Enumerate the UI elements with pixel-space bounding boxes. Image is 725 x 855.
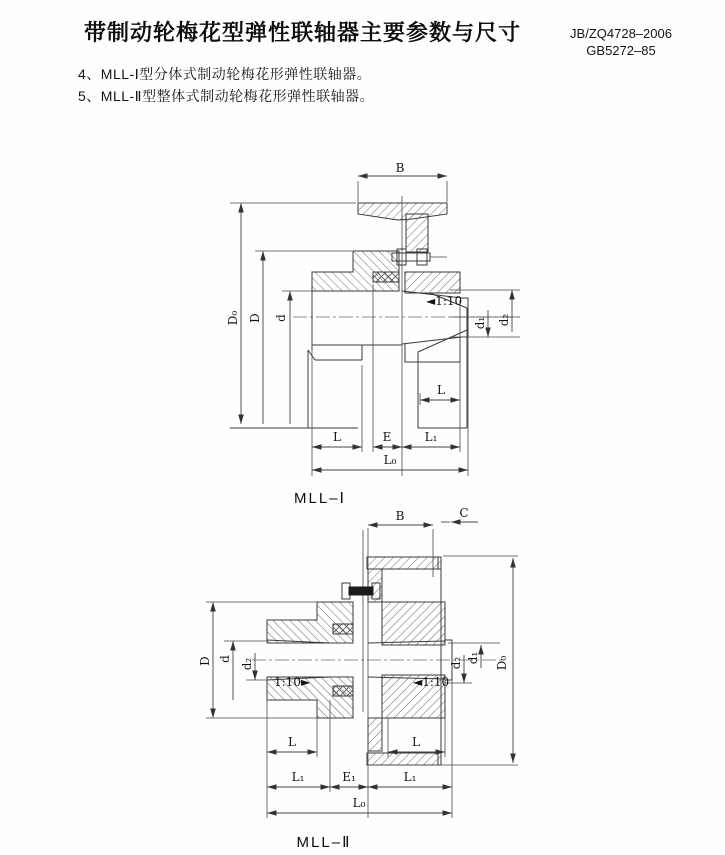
fig1-dim-label-d: d	[274, 314, 288, 322]
fig2-taper-label-left: 1:10►	[274, 675, 311, 689]
figure2-caption: MLL–Ⅱ	[296, 834, 352, 851]
fig1-dim-label-l1: L₁	[424, 430, 438, 444]
fig1-taper-label: ◄1:10	[426, 294, 463, 308]
fig2-dim-label-d2-left: d₂	[240, 657, 254, 671]
fig2-dim-label-d2-right: d₂	[449, 656, 463, 670]
fig1-dim-label-D: D	[248, 313, 262, 323]
fig2-dim-label-l1-left: L₁	[291, 770, 305, 784]
fig2-dim-label-l-right: L	[412, 735, 420, 749]
fig2-dim-label-d1: d₁	[466, 651, 480, 665]
fig1-dim-label-d0: D₀	[226, 310, 240, 326]
fig1-dim-label-e: E	[382, 430, 392, 444]
fig1-dim-label-l0: L₀	[383, 453, 397, 467]
fig1-dim-label-l: L	[333, 430, 341, 444]
page-title: 带制动轮梅花型弹性联轴器主要参数与尺寸	[84, 20, 522, 45]
standard-number-2: GB5272–85	[586, 43, 656, 58]
fig2-dim-label-d0: D₀	[495, 655, 509, 671]
fig2-dim-label-b: B	[395, 509, 405, 523]
fig1-dim-label-d2: d₂	[497, 313, 511, 327]
fig2-dim-label-D: D	[198, 656, 212, 666]
standard-number-1: JB/ZQ4728–2006	[570, 26, 672, 41]
fig2-dim-label-l-left: L	[288, 735, 296, 749]
fig2-dim-label-e1: E₁	[342, 770, 356, 784]
figure1-drawing	[226, 161, 522, 507]
fig2-dim-label-l1-right: L₁	[403, 770, 417, 784]
fig2-taper-label-right: ◄1:10	[413, 675, 450, 689]
fig1-dim-label-l-small: L	[437, 383, 445, 397]
note-item-4: 4、MLL-Ⅰ型分体式制动轮梅花形弹性联轴器。	[78, 66, 372, 82]
figure2-drawing	[198, 506, 518, 851]
fig1-dim-label-b: B	[395, 161, 405, 175]
fig2-dim-label-d: d	[218, 655, 232, 663]
fig2-dim-label-c: C	[459, 506, 469, 520]
note-item-5: 5、MLL-Ⅱ型整体式制动轮梅花形弹性联轴器。	[78, 88, 375, 104]
fig1-dim-label-d1: d₁	[473, 316, 487, 330]
figure1-caption: MLL–Ⅰ	[294, 490, 346, 507]
fig2-dim-label-l0: L₀	[352, 796, 366, 810]
figure1-dimensions	[241, 176, 512, 470]
